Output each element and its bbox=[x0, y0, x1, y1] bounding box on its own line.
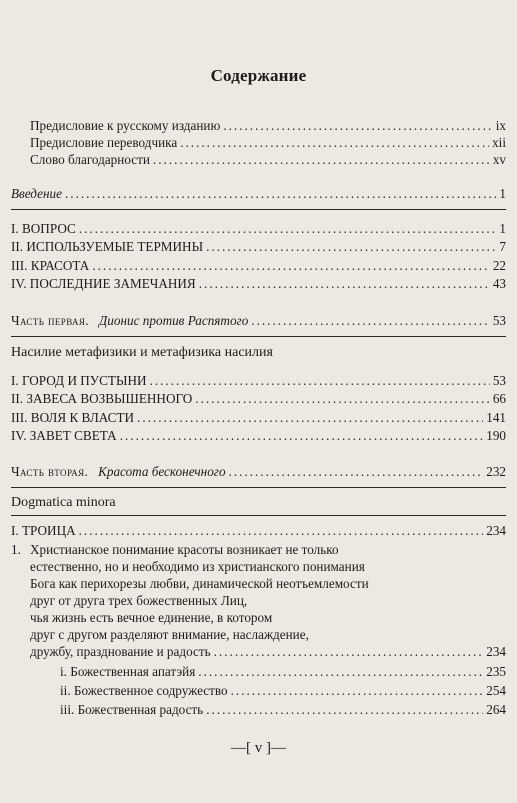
part-prefix: Часть вторая. bbox=[11, 464, 89, 479]
paragraph-line: Христианское понимание красоты возникает не только bbox=[30, 542, 339, 557]
toc-entry-label: дружбу, празднование и радость bbox=[30, 644, 211, 659]
part-two-heading: Dogmatica minora bbox=[11, 495, 116, 510]
toc-entry-label: i. Божественная апатэйя bbox=[60, 664, 196, 679]
leader-dots bbox=[206, 239, 496, 255]
toc-entry-page: 7 bbox=[499, 239, 506, 254]
toc-entry[interactable] bbox=[11, 410, 506, 426]
toc-entry-label: III. ВОЛЯ К ВЛАСТИ bbox=[11, 410, 135, 425]
toc-subentry[interactable] bbox=[60, 664, 506, 680]
toc-entry-page: 1 bbox=[499, 221, 506, 236]
toc-entry-page: 264 bbox=[486, 702, 506, 717]
toc-entry-label: IV. ПОСЛЕДНИЕ ЗАМЕЧАНИЯ bbox=[11, 276, 196, 291]
toc-entry-page: 53 bbox=[492, 373, 506, 388]
section-divider bbox=[11, 336, 506, 337]
toc-entry[interactable] bbox=[11, 276, 506, 292]
toc-entry-part-one[interactable] bbox=[11, 313, 506, 329]
section-divider bbox=[11, 209, 506, 210]
toc-entry-page: 53 bbox=[492, 313, 506, 328]
toc-entry-introduction[interactable] bbox=[11, 186, 506, 202]
toc-entry-page: 254 bbox=[486, 683, 506, 698]
leader-dots bbox=[79, 221, 497, 237]
leader-dots bbox=[92, 258, 489, 274]
leader-dots bbox=[223, 118, 492, 134]
leader-dots bbox=[199, 276, 490, 292]
toc-entry-page: 190 bbox=[486, 428, 506, 443]
paragraph-line: естественно, но и необходимо из христианского понимания bbox=[30, 559, 365, 574]
toc-entry[interactable] bbox=[30, 118, 506, 134]
part-one-heading: Насилие метафизики и метафизика насилия bbox=[11, 345, 273, 360]
toc-entry[interactable] bbox=[30, 152, 506, 168]
leader-dots bbox=[150, 373, 490, 389]
toc-entry-label: III. КРАСОТА bbox=[11, 258, 90, 273]
toc-entry-page: xv bbox=[492, 152, 506, 167]
toc-entry[interactable] bbox=[11, 239, 506, 255]
toc-entry-page: 234 bbox=[486, 523, 506, 538]
toc-entry-page: 43 bbox=[492, 276, 506, 291]
leader-dots bbox=[153, 152, 490, 168]
toc-entry-page: ix bbox=[495, 118, 506, 133]
toc-entry-label: Слово благодарности bbox=[30, 152, 150, 167]
toc-entry-page: 66 bbox=[492, 391, 506, 406]
section-divider bbox=[11, 487, 506, 488]
paragraph-line: чья жизнь есть вечное единение, в котором bbox=[30, 610, 273, 625]
toc-entry-label: iii. Божественная радость bbox=[60, 702, 204, 717]
paragraph-line: Бога как перихорезы любви, динамической неотъемлемости bbox=[30, 576, 369, 591]
section-divider bbox=[11, 515, 506, 516]
leader-dots bbox=[79, 523, 484, 539]
toc-entry[interactable] bbox=[11, 523, 506, 539]
toc-subentry[interactable] bbox=[60, 702, 506, 718]
toc-entry-label bbox=[11, 464, 226, 480]
toc-entry-page: 232 bbox=[486, 464, 506, 479]
toc-entry-page: 141 bbox=[486, 410, 506, 425]
toc-entry-page: 1 bbox=[499, 186, 506, 201]
toc-entry[interactable] bbox=[30, 644, 506, 660]
leader-dots bbox=[229, 464, 484, 480]
leader-dots bbox=[206, 702, 483, 718]
toc-entry[interactable] bbox=[30, 135, 506, 151]
toc-entry-label: II. ЗАВЕСА ВОЗВЫШЕННОГО bbox=[11, 391, 193, 406]
part-title: Дионис против Распятого bbox=[98, 313, 249, 328]
toc-entry-part-two[interactable] bbox=[11, 464, 506, 480]
leader-dots bbox=[120, 428, 484, 444]
toc-entry-label: Предисловие к русскому изданию bbox=[30, 118, 221, 133]
toc-entry-label: Введение bbox=[11, 186, 62, 201]
page-title: Содержание bbox=[210, 66, 307, 85]
page-number-footer: —[ v ]— bbox=[231, 740, 286, 756]
leader-dots bbox=[195, 391, 490, 407]
toc-entry[interactable] bbox=[11, 221, 506, 237]
toc-entry[interactable] bbox=[11, 258, 506, 274]
paragraph-line: друг с другом разделяют внимание, наслаждение, bbox=[30, 627, 309, 642]
toc-entry-label: ii. Божественное содружество bbox=[60, 683, 228, 698]
toc-entry-label: Предисловие переводчика bbox=[30, 135, 178, 150]
toc-entry-label: I. ТРОИЦА bbox=[11, 523, 76, 538]
part-title: Красота бесконечного bbox=[98, 464, 226, 479]
toc-entry-label: I. ВОПРОС bbox=[11, 221, 76, 236]
leader-dots bbox=[251, 313, 490, 329]
toc-entry-page: 234 bbox=[486, 644, 506, 659]
toc-entry-label bbox=[11, 313, 248, 329]
leader-dots bbox=[214, 644, 484, 660]
leader-dots bbox=[231, 683, 484, 699]
toc-entry-label: IV. ЗАВЕТ СВЕТА bbox=[11, 428, 117, 443]
toc-entry-page: xii bbox=[492, 135, 506, 150]
leader-dots bbox=[65, 186, 496, 202]
toc-subentry[interactable] bbox=[60, 683, 506, 699]
toc-entry[interactable] bbox=[11, 373, 506, 389]
toc-entry[interactable] bbox=[11, 391, 506, 407]
paragraph-number: 1. bbox=[11, 542, 21, 557]
toc-entry-label: II. ИСПОЛЬЗУЕМЫЕ ТЕРМИНЫ bbox=[11, 239, 204, 254]
toc-entry-page: 235 bbox=[486, 664, 506, 679]
leader-dots bbox=[198, 664, 483, 680]
toc-entry-page: 22 bbox=[492, 258, 506, 273]
paragraph-line: друг от друга трех божественных Лиц, bbox=[30, 593, 248, 608]
toc-entry[interactable] bbox=[11, 428, 506, 444]
part-prefix: Часть первая. bbox=[11, 313, 90, 328]
leader-dots bbox=[137, 410, 483, 426]
leader-dots bbox=[180, 135, 489, 151]
toc-entry-label: I. ГОРОД И ПУСТЫНИ bbox=[11, 373, 147, 388]
